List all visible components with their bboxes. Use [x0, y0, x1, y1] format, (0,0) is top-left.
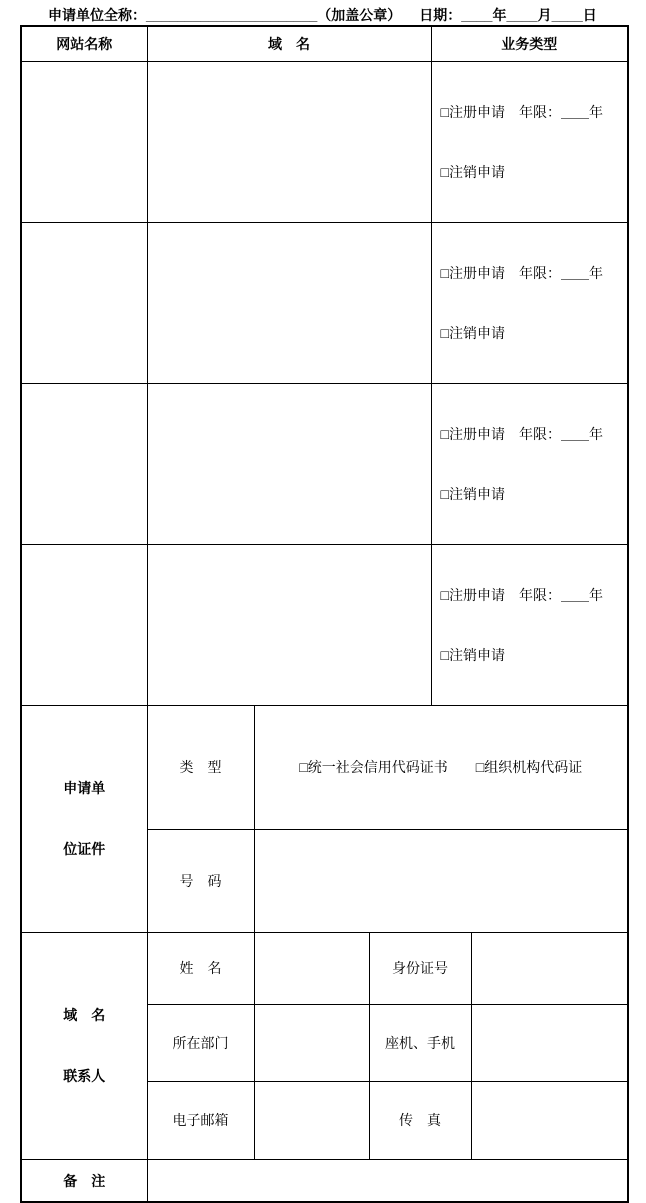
applicant-cert-title-line1: 申请单	[63, 780, 106, 797]
seal-note: （加盖公章）	[317, 7, 402, 23]
id-number-label: 身份证号	[369, 932, 471, 1004]
business-option-cancel-3	[441, 484, 628, 504]
cancel-option-label-3: 注销申请	[448, 485, 505, 502]
register-option-label-2: 注册申请 年限：＿＿年	[448, 264, 603, 281]
department-label: 所在部门	[147, 1004, 254, 1081]
business-type-cell-4	[431, 544, 628, 705]
cert-type-credit-label: 统一社会信用代码证书	[307, 759, 448, 776]
domain-contact-title	[22, 965, 147, 1127]
cert-type-org-checkbox[interactable]: □	[475, 759, 485, 776]
domain-cell-1[interactable]	[147, 61, 431, 222]
site-name-cell-2[interactable]	[21, 222, 147, 383]
business-type-cell-3	[431, 383, 628, 544]
applicant-cert-title	[22, 738, 147, 900]
domain-cell-4[interactable]	[147, 544, 431, 705]
domain-contact-title-line2: 联系人	[63, 1068, 106, 1085]
cancel-checkbox-3[interactable]: □	[440, 485, 449, 502]
cert-type-options-cell	[254, 705, 628, 830]
contact-name-value-cell[interactable]	[254, 932, 369, 1004]
form-top-line	[0, 0, 646, 25]
date-label: 日期：	[419, 7, 462, 23]
register-checkbox-3[interactable]: □	[440, 425, 449, 442]
business-type-cell-1	[431, 61, 628, 222]
site-name-cell-1[interactable]	[21, 61, 147, 222]
business-option-register-2	[441, 263, 628, 283]
domain-cell-2[interactable]	[147, 222, 431, 383]
site-name-cell-4[interactable]	[21, 544, 147, 705]
cancel-checkbox-2[interactable]: □	[440, 324, 449, 341]
cert-number-label: 号 码	[147, 830, 254, 933]
domain-contact-title-line1: 域 名	[63, 1007, 106, 1024]
business-option-register-1	[441, 102, 628, 122]
cancel-option-label-1: 注销申请	[448, 163, 505, 180]
application-form-table	[20, 25, 629, 1203]
remarks-label: 备 注	[21, 1160, 147, 1202]
cert-number-value-cell[interactable]	[254, 830, 628, 933]
cancel-checkbox-4[interactable]: □	[440, 646, 449, 663]
email-label: 电子邮箱	[147, 1081, 254, 1160]
column-header-site-name: 网站名称	[21, 26, 147, 61]
applicant-cert-title-line2: 位证件	[63, 840, 106, 857]
section-header-domain-contact	[21, 932, 147, 1159]
cancel-option-label-4: 注销申请	[448, 646, 505, 663]
fax-label: 传 真	[369, 1081, 471, 1160]
remarks-value-cell[interactable]	[147, 1160, 628, 1202]
column-header-business-type: 业务类型	[431, 26, 628, 61]
cert-type-label: 类 型	[147, 705, 254, 830]
phone-label: 座机、手机	[369, 1004, 471, 1081]
cert-type-org-label: 组织机构代码证	[484, 759, 583, 776]
domain-cell-3[interactable]	[147, 383, 431, 544]
cert-type-credit-checkbox[interactable]: □	[299, 759, 308, 776]
business-type-cell-2	[431, 222, 628, 383]
id-number-value-cell[interactable]	[471, 932, 628, 1004]
cancel-checkbox-1[interactable]: □	[440, 163, 449, 180]
contact-name-label: 姓 名	[147, 932, 254, 1004]
section-header-applicant-cert	[21, 705, 147, 932]
email-value-cell[interactable]	[254, 1081, 369, 1160]
phone-value-cell[interactable]	[471, 1004, 628, 1081]
register-checkbox-2[interactable]: □	[440, 264, 449, 281]
date-blank-field[interactable]: ____年____月____日	[461, 7, 597, 23]
business-option-cancel-2	[441, 323, 628, 343]
site-name-cell-3[interactable]	[21, 383, 147, 544]
register-checkbox-4[interactable]: □	[440, 586, 449, 603]
department-value-cell[interactable]	[254, 1004, 369, 1081]
register-option-label-3: 注册申请 年限：＿＿年	[448, 425, 603, 442]
business-option-cancel-4	[441, 645, 628, 665]
cancel-option-label-2: 注销申请	[448, 324, 505, 341]
column-header-domain: 域 名	[147, 26, 431, 61]
business-option-register-3	[441, 424, 628, 444]
register-option-label-4: 注册申请 年限：＿＿年	[448, 586, 603, 603]
applicant-name-label: 申请单位全称：	[48, 7, 146, 23]
applicant-name-blank-field[interactable]: ______________________	[146, 7, 318, 23]
business-option-cancel-1	[441, 162, 628, 182]
register-option-label-1: 注册申请 年限：＿＿年	[448, 103, 603, 120]
fax-value-cell[interactable]	[471, 1081, 628, 1160]
business-option-register-4	[441, 585, 628, 605]
register-checkbox-1[interactable]: □	[440, 103, 449, 120]
